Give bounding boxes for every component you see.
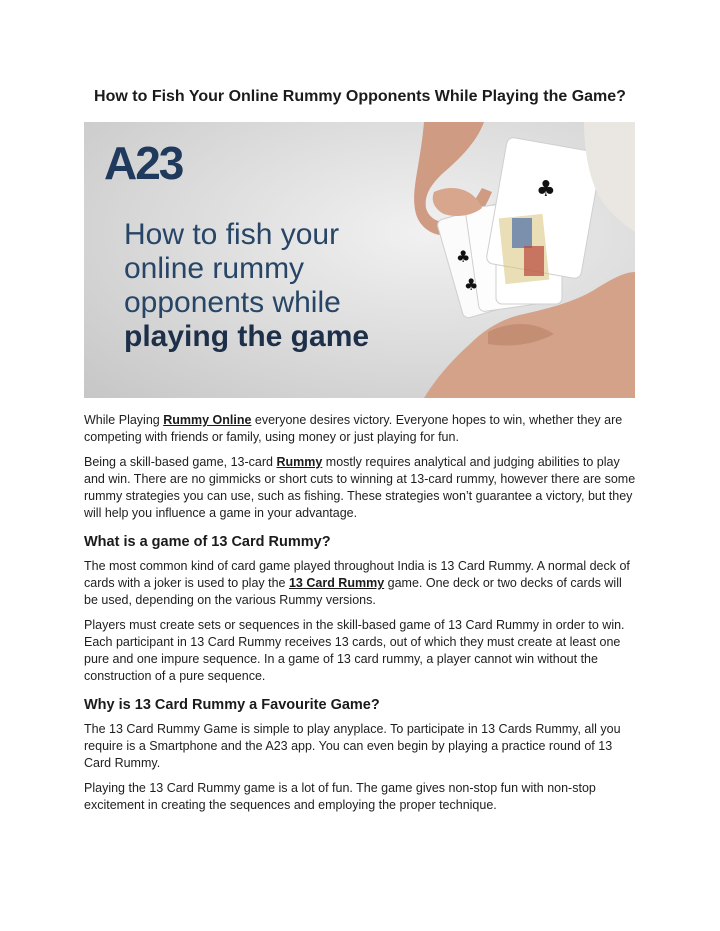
text-span: mostly requires analytical and judging abilities to play and win. There are no gimmicks or short cuts to winning at 13-card rummy, however there are some rummy strategies you can use, such as fishing. These strategies won’t guarantee a victory, but they will help you influence a game in your advantage. [84,455,636,520]
hero-image [84,122,635,398]
banner-line: How to fish your [124,218,340,251]
paragraph [84,454,636,522]
rummy-link[interactable]: Rummy [276,455,323,469]
banner-line-bold: playing the game [124,320,370,353]
text-span: The most common kind of card game played throughout India is 13 Card Rummy. A normal deck of cards with a joker is used to play the [84,559,630,590]
face-card-detail [524,246,544,276]
banner-line: opponents while [124,286,341,319]
text-span: everyone desires victory. Everyone hopes to win, whether they are competing with friends or family, using money or just playing for fun. [84,413,623,444]
page-title: How to Fish Your Online Rummy Opponents While Playing the Game? [94,88,626,105]
club-symbol-icon: ♣ [536,177,556,202]
section-heading: What is a game of 13 Card Rummy? [84,534,331,550]
paragraph [84,558,636,609]
paragraph: The 13 Card Rummy Game is simple to play anyplace. To participate in 13 Cards Rummy, all you require is a Smartphone and the A23 app. You can even begin by playing a practice round of 13 Card Rummy. [84,722,621,770]
face-card-detail [512,218,532,248]
paragraph [84,412,636,446]
paragraph: Players must create sets or sequences in the skill-based game of 13 Card Rummy in order to win. Each participant in 13 Card Rummy receives 13 cards, out of which they must create at least one pure and one impure sequence. In a game of 13 card rummy, a player cannot win without the construction of a pure sequence. [84,618,625,683]
brand-logo: A23 [104,137,183,189]
club-small-icon: ♣ [456,247,471,266]
card-fan [436,137,602,319]
club-small-icon: ♣ [464,275,479,294]
paragraph: Playing the 13 Card Rummy game is a lot of fun. The game gives non-stop fun with non-stop excitement in creating the sequences and employing the proper technique. [84,781,596,812]
13-card-rummy-link[interactable]: 13 Card Rummy [288,576,385,590]
text-span: While Playing [84,413,164,427]
banner-text [124,218,369,354]
rummy-online-link[interactable]: Rummy Online [163,413,252,427]
banner-line: online rummy [124,252,305,285]
article-body [84,412,636,822]
text-span: game. One deck or two decks of cards will be used, depending on the various Rummy versions. [84,576,622,607]
section-heading: Why is 13 Card Rummy a Favourite Game? [84,697,380,713]
text-span: Being a skill-based game, 13-card [84,455,277,469]
thumb-shape [433,188,482,216]
